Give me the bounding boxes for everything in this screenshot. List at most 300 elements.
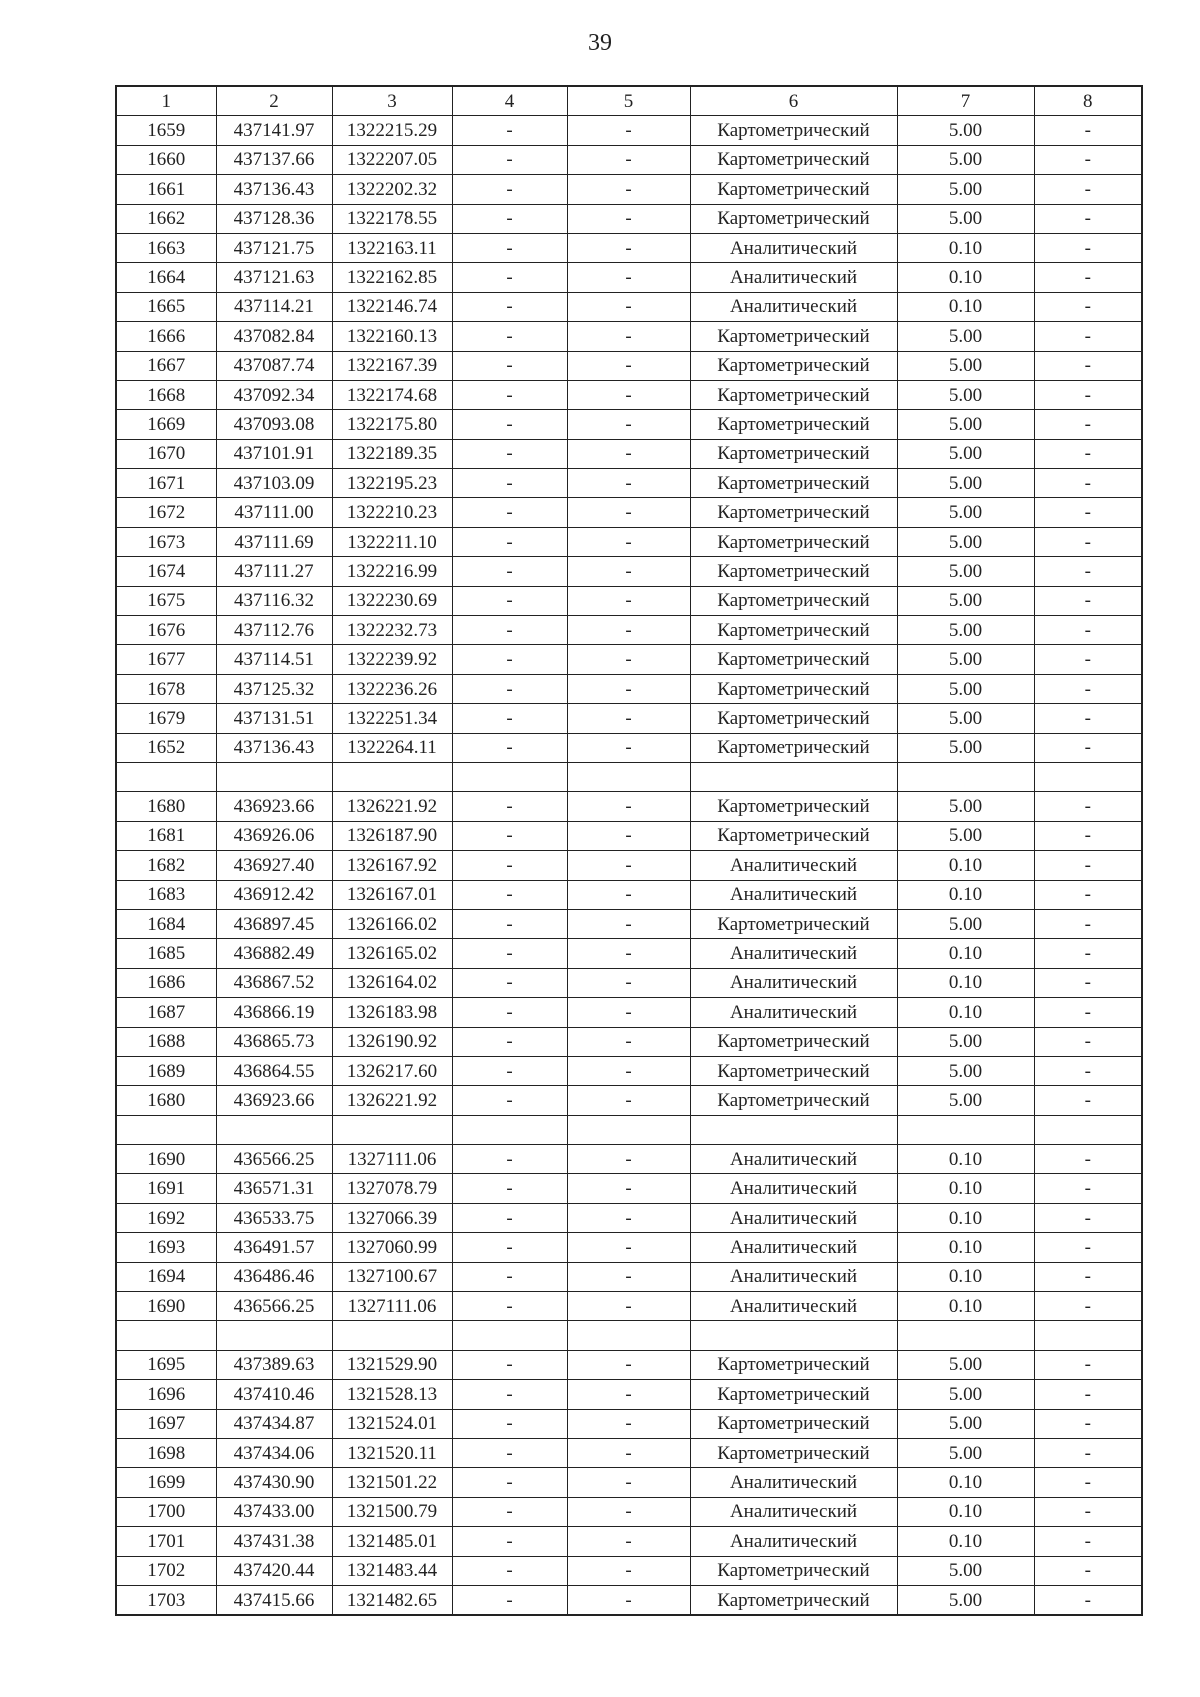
table-cell: 0.10	[897, 1262, 1034, 1291]
table-cell: Картометрический	[690, 498, 897, 527]
table-row	[116, 263, 1142, 292]
column-header: 8	[1034, 86, 1142, 116]
table-cell: Картометрический	[690, 410, 897, 439]
table-cell: 1688	[116, 1027, 216, 1056]
table-cell: -	[567, 380, 690, 409]
table-cell: 437082.84	[216, 322, 332, 351]
table-cell: 1321528.13	[332, 1380, 452, 1409]
table-cell: -	[1034, 821, 1142, 850]
table-row	[116, 1262, 1142, 1291]
table-cell: 1322174.68	[332, 380, 452, 409]
table-cell: -	[452, 1527, 567, 1556]
table-row	[116, 1527, 1142, 1556]
table-cell: 436926.06	[216, 821, 332, 850]
table-cell: -	[452, 233, 567, 262]
table-cell: 1694	[116, 1262, 216, 1291]
table-cell: Картометрический	[690, 1350, 897, 1379]
table-cell: 5.00	[897, 704, 1034, 733]
table-cell: 5.00	[897, 469, 1034, 498]
table-cell: -	[452, 380, 567, 409]
table-cell: -	[567, 233, 690, 262]
table-cell: 1673	[116, 527, 216, 556]
table-cell: -	[452, 674, 567, 703]
table-cell: 1667	[116, 351, 216, 380]
table-cell: 437433.00	[216, 1497, 332, 1526]
table-cell	[897, 1115, 1034, 1144]
table-cell: 1322163.11	[332, 233, 452, 262]
table-cell: 0.10	[897, 968, 1034, 997]
table-cell: 437116.32	[216, 586, 332, 615]
table-cell: -	[1034, 263, 1142, 292]
table-cell: Картометрический	[690, 527, 897, 556]
table-cell: 1690	[116, 1145, 216, 1174]
table-cell: 1327060.99	[332, 1233, 452, 1262]
table-cell: -	[452, 1292, 567, 1321]
table-row	[116, 1438, 1142, 1467]
table-cell: 0.10	[897, 851, 1034, 880]
table-row	[116, 1585, 1142, 1615]
table-cell: -	[452, 1468, 567, 1497]
table-cell: 1669	[116, 410, 216, 439]
table-cell: -	[567, 322, 690, 351]
table-cell: -	[452, 645, 567, 674]
table-cell: -	[1034, 704, 1142, 733]
table-cell: -	[452, 1056, 567, 1085]
table-cell: -	[1034, 1174, 1142, 1203]
table-cell: 0.10	[897, 1233, 1034, 1262]
table-row	[116, 116, 1142, 145]
table-cell: 436533.75	[216, 1203, 332, 1232]
table-cell: 1695	[116, 1350, 216, 1379]
table-cell: -	[567, 469, 690, 498]
table-cell: 437434.06	[216, 1438, 332, 1467]
table-cell: Аналитический	[690, 292, 897, 321]
table-cell: 5.00	[897, 527, 1034, 556]
table-cell: 437101.91	[216, 439, 332, 468]
table-cell: 437125.32	[216, 674, 332, 703]
table-cell: 0.10	[897, 1527, 1034, 1556]
table-cell: -	[1034, 1438, 1142, 1467]
table-cell: -	[1034, 116, 1142, 145]
table-cell	[116, 762, 216, 791]
table-cell: -	[1034, 322, 1142, 351]
table-cell: 436491.57	[216, 1233, 332, 1262]
table-cell: 1326221.92	[332, 1086, 452, 1115]
table-cell: Картометрический	[690, 1585, 897, 1615]
table-cell: 0.10	[897, 998, 1034, 1027]
table-cell: -	[1034, 1468, 1142, 1497]
table-cell: 5.00	[897, 1556, 1034, 1585]
table-cell: 1322216.99	[332, 557, 452, 586]
table-cell: -	[567, 1056, 690, 1085]
table-cell: 0.10	[897, 292, 1034, 321]
table-cell: -	[567, 674, 690, 703]
table-cell	[216, 1321, 332, 1350]
table-cell: -	[567, 645, 690, 674]
table-cell: 436865.73	[216, 1027, 332, 1056]
table-cell: 0.10	[897, 880, 1034, 909]
table-cell: Картометрический	[690, 821, 897, 850]
table-cell: 436571.31	[216, 1174, 332, 1203]
table-spacer-row	[116, 1115, 1142, 1144]
table-cell: -	[1034, 851, 1142, 880]
table-cell: -	[1034, 998, 1142, 1027]
table-cell: -	[567, 1262, 690, 1291]
table-cell: 1699	[116, 1468, 216, 1497]
table-cell: 1322146.74	[332, 292, 452, 321]
table-cell: 1662	[116, 204, 216, 233]
table-cell: 1322251.34	[332, 704, 452, 733]
table-cell: 1679	[116, 704, 216, 733]
table-row	[116, 204, 1142, 233]
table-row	[116, 1556, 1142, 1585]
table-cell: Картометрический	[690, 380, 897, 409]
table-cell: 1677	[116, 645, 216, 674]
table-cell: -	[1034, 204, 1142, 233]
table-cell: -	[567, 1027, 690, 1056]
table-cell: -	[567, 1145, 690, 1174]
table-cell: -	[452, 1203, 567, 1232]
table-row	[116, 145, 1142, 174]
table-cell: -	[1034, 1380, 1142, 1409]
table-cell: Аналитический	[690, 851, 897, 880]
table-cell: 437121.75	[216, 233, 332, 262]
table-cell: 1681	[116, 821, 216, 850]
table-cell	[567, 762, 690, 791]
table-row	[116, 909, 1142, 938]
table-row	[116, 1292, 1142, 1321]
table-row	[116, 1174, 1142, 1203]
table-cell: Аналитический	[690, 1203, 897, 1232]
table-cell: -	[452, 968, 567, 997]
table-cell: 437114.51	[216, 645, 332, 674]
table-cell: 1664	[116, 263, 216, 292]
table-cell	[332, 762, 452, 791]
table-cell: 437092.34	[216, 380, 332, 409]
table-cell: -	[1034, 1056, 1142, 1085]
table-cell: 437136.43	[216, 175, 332, 204]
table-cell: -	[452, 322, 567, 351]
table-cell: Картометрический	[690, 1027, 897, 1056]
table-spacer-row	[116, 1321, 1142, 1350]
table-cell: 436923.66	[216, 1086, 332, 1115]
table-cell: 1322230.69	[332, 586, 452, 615]
table-cell: -	[452, 204, 567, 233]
table-cell: 437114.21	[216, 292, 332, 321]
table-cell: 1674	[116, 557, 216, 586]
table-cell: -	[1034, 557, 1142, 586]
table-row	[116, 1468, 1142, 1497]
table-cell: 1327078.79	[332, 1174, 452, 1203]
table-cell: Аналитический	[690, 263, 897, 292]
table-cell: Картометрический	[690, 351, 897, 380]
table-cell: 437111.27	[216, 557, 332, 586]
table-cell: -	[452, 351, 567, 380]
table-cell: 1322211.10	[332, 527, 452, 556]
table-cell: -	[452, 1409, 567, 1438]
table-cell: 5.00	[897, 1056, 1034, 1085]
table-cell: -	[567, 704, 690, 733]
table-cell: -	[567, 292, 690, 321]
table-cell: -	[1034, 1233, 1142, 1262]
table-cell: 1321483.44	[332, 1556, 452, 1585]
table-cell: 0.10	[897, 1468, 1034, 1497]
table-cell: 1666	[116, 322, 216, 351]
table-cell: -	[452, 292, 567, 321]
table-cell: 1321500.79	[332, 1497, 452, 1526]
table-cell: 1686	[116, 968, 216, 997]
table-cell: -	[452, 1380, 567, 1409]
table-cell	[116, 1115, 216, 1144]
table-cell: -	[452, 880, 567, 909]
table-cell: Аналитический	[690, 233, 897, 262]
table-cell: 5.00	[897, 410, 1034, 439]
table-cell: -	[1034, 674, 1142, 703]
table-row	[116, 527, 1142, 556]
table-cell: 1692	[116, 1203, 216, 1232]
table-cell: -	[452, 1086, 567, 1115]
table-cell: 437141.97	[216, 116, 332, 145]
table-cell: -	[567, 586, 690, 615]
table-cell: -	[452, 792, 567, 821]
table-cell	[1034, 1321, 1142, 1350]
table-cell: -	[567, 733, 690, 762]
table-cell: -	[1034, 1086, 1142, 1115]
table-cell: -	[1034, 469, 1142, 498]
table-cell: 436566.25	[216, 1145, 332, 1174]
table-row	[116, 674, 1142, 703]
table-cell: 1326166.02	[332, 909, 452, 938]
table-row	[116, 1380, 1142, 1409]
table-cell: 437112.76	[216, 616, 332, 645]
table-row	[116, 998, 1142, 1027]
table-cell: Аналитический	[690, 1174, 897, 1203]
table-cell: 1702	[116, 1556, 216, 1585]
table-cell: -	[567, 851, 690, 880]
table-cell: 436486.46	[216, 1262, 332, 1291]
table-cell: 436912.42	[216, 880, 332, 909]
table-cell: 1322195.23	[332, 469, 452, 498]
table-cell	[216, 762, 332, 791]
table-row	[116, 1056, 1142, 1085]
table-cell: Картометрический	[690, 733, 897, 762]
table-cell	[690, 1321, 897, 1350]
table-cell: 1680	[116, 1086, 216, 1115]
table-cell: 0.10	[897, 1145, 1034, 1174]
table-cell: 0.10	[897, 1203, 1034, 1232]
table-cell: Аналитический	[690, 1497, 897, 1526]
table-cell: 437420.44	[216, 1556, 332, 1585]
table-cell: 437434.87	[216, 1409, 332, 1438]
table-cell: -	[452, 998, 567, 1027]
coordinates-table	[115, 85, 1143, 1616]
table-cell: Аналитический	[690, 968, 897, 997]
table-cell: -	[567, 1585, 690, 1615]
table-cell: 1327111.06	[332, 1145, 452, 1174]
table-cell: 1652	[116, 733, 216, 762]
table-cell: Картометрический	[690, 792, 897, 821]
column-header: 1	[116, 86, 216, 116]
table-cell: 5.00	[897, 175, 1034, 204]
table-cell: -	[1034, 292, 1142, 321]
table-cell: 1322207.05	[332, 145, 452, 174]
column-header: 3	[332, 86, 452, 116]
table-cell: 437136.43	[216, 733, 332, 762]
table-cell: -	[567, 1468, 690, 1497]
table-cell: 437111.00	[216, 498, 332, 527]
table-cell: 1322232.73	[332, 616, 452, 645]
table-spacer-row	[116, 762, 1142, 791]
table-cell: 1322215.29	[332, 116, 452, 145]
table-row	[116, 704, 1142, 733]
table-cell: -	[567, 1527, 690, 1556]
table-cell: -	[567, 1556, 690, 1585]
table-cell: -	[567, 1438, 690, 1467]
table-cell: 1675	[116, 586, 216, 615]
table-cell: -	[1034, 1527, 1142, 1556]
table-cell: 5.00	[897, 616, 1034, 645]
table-cell: -	[452, 1027, 567, 1056]
table-cell: 436882.49	[216, 939, 332, 968]
column-header: 6	[690, 86, 897, 116]
table-cell: 1678	[116, 674, 216, 703]
table-cell: -	[567, 263, 690, 292]
table-cell: 5.00	[897, 204, 1034, 233]
table-cell: -	[1034, 1203, 1142, 1232]
table-row	[116, 1203, 1142, 1232]
column-header: 2	[216, 86, 332, 116]
table-row	[116, 586, 1142, 615]
table-cell: 0.10	[897, 939, 1034, 968]
table-cell: 1326167.01	[332, 880, 452, 909]
table-cell: 1690	[116, 1292, 216, 1321]
column-header: 4	[452, 86, 567, 116]
table-cell: -	[452, 1350, 567, 1379]
table-cell: 1663	[116, 233, 216, 262]
table-cell: -	[567, 880, 690, 909]
table-cell	[216, 1115, 332, 1144]
table-cell: 1665	[116, 292, 216, 321]
table-cell: 0.10	[897, 1497, 1034, 1526]
table-cell: 1670	[116, 439, 216, 468]
table-row	[116, 439, 1142, 468]
table-cell: Аналитический	[690, 939, 897, 968]
table-row	[116, 233, 1142, 262]
table-cell: 1326164.02	[332, 968, 452, 997]
table-cell: 1322239.92	[332, 645, 452, 674]
table-row	[116, 616, 1142, 645]
table-cell: Аналитический	[690, 1233, 897, 1262]
table-cell: 437131.51	[216, 704, 332, 733]
table-cell: 1322202.32	[332, 175, 452, 204]
table-cell: Картометрический	[690, 439, 897, 468]
table-cell: -	[1034, 1292, 1142, 1321]
table-cell: -	[452, 1438, 567, 1467]
table-row	[116, 1409, 1142, 1438]
table-cell: 1321501.22	[332, 1468, 452, 1497]
table-row	[116, 968, 1142, 997]
table-cell: 5.00	[897, 380, 1034, 409]
table-cell: 5.00	[897, 116, 1034, 145]
table-cell: 1327100.67	[332, 1262, 452, 1291]
table-cell	[1034, 1115, 1142, 1144]
table-cell: -	[567, 439, 690, 468]
table-cell: -	[567, 998, 690, 1027]
table-cell: -	[452, 821, 567, 850]
table-cell: -	[1034, 645, 1142, 674]
table-cell: Картометрический	[690, 616, 897, 645]
table-cell: -	[1034, 351, 1142, 380]
table-cell: 5.00	[897, 1585, 1034, 1615]
table-cell: -	[452, 1145, 567, 1174]
table-cell	[567, 1115, 690, 1144]
table-cell: -	[567, 1203, 690, 1232]
table-cell: 1697	[116, 1409, 216, 1438]
table-cell: 5.00	[897, 674, 1034, 703]
table-cell: 437093.08	[216, 410, 332, 439]
table-cell: 5.00	[897, 1350, 1034, 1379]
table-cell: 437103.09	[216, 469, 332, 498]
table-cell: 1327111.06	[332, 1292, 452, 1321]
table-cell: Картометрический	[690, 557, 897, 586]
table-cell: 1683	[116, 880, 216, 909]
table-cell: -	[567, 351, 690, 380]
table-cell: 437415.66	[216, 1585, 332, 1615]
table-row	[116, 645, 1142, 674]
table-cell: 437431.38	[216, 1527, 332, 1556]
table-cell: Картометрический	[690, 1056, 897, 1085]
table-cell: -	[567, 909, 690, 938]
table-cell: 436923.66	[216, 792, 332, 821]
table-cell	[897, 762, 1034, 791]
table-cell: -	[452, 263, 567, 292]
table-header-row	[116, 86, 1142, 116]
table-cell: -	[452, 1174, 567, 1203]
table-cell: 1326167.92	[332, 851, 452, 880]
table-cell: Аналитический	[690, 1292, 897, 1321]
table-cell: 1661	[116, 175, 216, 204]
table-cell	[332, 1115, 452, 1144]
table-cell: 1703	[116, 1585, 216, 1615]
table-cell: 1322210.23	[332, 498, 452, 527]
table-cell: Картометрический	[690, 1438, 897, 1467]
table-row	[116, 851, 1142, 880]
table-cell: -	[567, 116, 690, 145]
table-cell: -	[1034, 175, 1142, 204]
table-row	[116, 939, 1142, 968]
table-cell: 5.00	[897, 351, 1034, 380]
table-cell: Картометрический	[690, 322, 897, 351]
table-cell: -	[1034, 939, 1142, 968]
table-cell: -	[567, 1233, 690, 1262]
table-cell: 437410.46	[216, 1380, 332, 1409]
table-cell: Картометрический	[690, 204, 897, 233]
table-cell: 5.00	[897, 498, 1034, 527]
table-cell: -	[567, 498, 690, 527]
table-cell: 1680	[116, 792, 216, 821]
table-cell: Аналитический	[690, 1527, 897, 1556]
table-cell: -	[452, 733, 567, 762]
table-cell: Картометрический	[690, 674, 897, 703]
table-row	[116, 410, 1142, 439]
table-cell: 1322167.39	[332, 351, 452, 380]
table-row	[116, 469, 1142, 498]
table-cell	[452, 1115, 567, 1144]
table-cell: 437111.69	[216, 527, 332, 556]
table-cell: -	[1034, 380, 1142, 409]
table-cell: 5.00	[897, 821, 1034, 850]
table-cell: 1689	[116, 1056, 216, 1085]
